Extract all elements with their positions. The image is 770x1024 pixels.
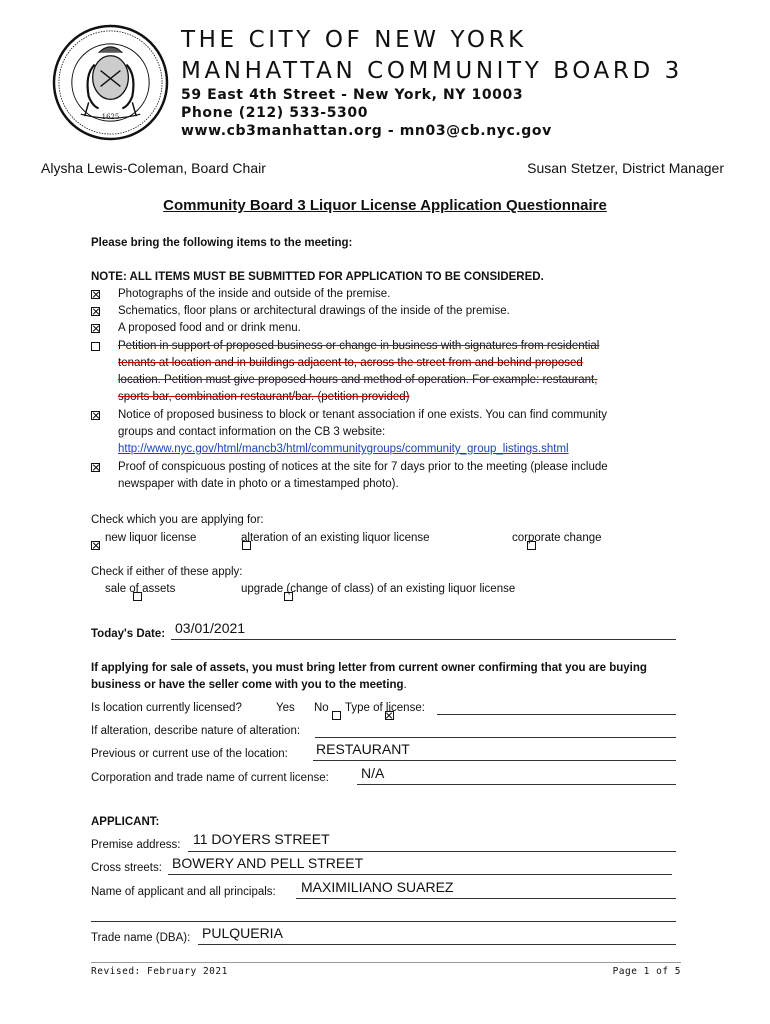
sale-assets-label: sale of assets (105, 583, 176, 595)
item-checkbox[interactable] (91, 290, 100, 299)
item-checkbox[interactable] (91, 307, 100, 316)
header-address: 59 East 4th Street - New York, NY 10003 (181, 87, 524, 103)
license-type-field[interactable] (437, 714, 676, 715)
list-item: Notice of proposed business to block or tenant association if one exists. You can find community (118, 409, 608, 421)
prev-use-label: Previous or current use of the location: (91, 748, 288, 760)
premise-underline (188, 851, 676, 852)
applicant-name-extra-line[interactable] (91, 921, 676, 922)
assets-note-line1: If applying for sale of assets, you must bring letter from current owner confirming that you are buying (91, 662, 647, 674)
assets-note-line2: business or have the seller come with you to the meeting. (91, 679, 407, 691)
premise-field[interactable]: 11 DOYERS STREET (193, 831, 330, 847)
licensed-yes-checkbox[interactable] (332, 711, 341, 720)
list-item: Proof of conspicuous posting of notices at the site for 7 days prior to the meeting (please include (118, 461, 608, 473)
prev-use-underline (313, 760, 676, 761)
licensed-yes-label: Yes (276, 702, 295, 714)
dba-label: Trade name (DBA): (91, 932, 191, 944)
dba-underline (198, 944, 676, 945)
list-item: sports bar, combination restaurant/bar. (petition provided) (118, 391, 410, 403)
applicant-name-label: Name of applicant and all principals: (91, 886, 276, 898)
page-number: Page 1 of 5 (612, 966, 681, 977)
new-license-label: new liquor license (105, 532, 197, 544)
applicant-name-field[interactable]: MAXIMILIANO SUAREZ (301, 879, 454, 895)
document-title: Community Board 3 Liquor License Application Questionnaire (163, 197, 607, 214)
list-item: location. Petition must give proposed hours and method of operation. For example: restaurant, (118, 374, 598, 386)
list-item: A proposed food and or drink menu. (118, 322, 301, 334)
header-web: www.cb3manhattan.org - mn03@cb.nyc.gov (181, 123, 552, 139)
list-item: Photographs of the inside and outside of the premise. (118, 288, 391, 300)
item-checkbox[interactable] (91, 324, 100, 333)
city-seal-logo (51, 23, 170, 142)
item-checkbox[interactable] (91, 411, 100, 420)
header-phone: Phone (212) 533-5300 (181, 105, 369, 121)
list-item: newspaper with date in photo or a timestamped photo). (118, 478, 399, 490)
date-label: Today's Date: (91, 628, 166, 640)
alteration-describe-field[interactable] (315, 737, 676, 738)
upgrade-label: upgrade (change of class) of an existing liquor license (241, 583, 516, 595)
corp-field[interactable]: N/A (361, 765, 385, 781)
applicant-name-underline (296, 898, 676, 899)
header-city: THE CITY OF NEW YORK (181, 27, 527, 53)
licensed-no-label: No (314, 702, 329, 714)
item-checkbox[interactable] (91, 463, 100, 472)
community-groups-link[interactable]: http://www.nyc.gov/html/mancb3/html/communitygroups/community_group_listings.shtml (118, 443, 569, 455)
district-manager: Susan Stetzer, District Manager (527, 160, 724, 176)
either-label: Check if either of these apply: (91, 566, 243, 578)
corp-underline (357, 784, 676, 785)
license-type-label: Type of license: (345, 702, 425, 714)
list-item: Schematics, floor plans or architectural drawings of the inside of the premise. (118, 305, 510, 317)
list-item: Petition in support of proposed business or change in business with signatures from residential (118, 340, 600, 352)
prev-use-field[interactable]: RESTAURANT (316, 741, 410, 757)
applying-label: Check which you are applying for: (91, 514, 264, 526)
list-item: tenants at location and in buildings adjacent to, across the street from and behind proposed (118, 357, 583, 369)
svg-text:1625: 1625 (101, 113, 120, 122)
list-item: groups and contact information on the CB 3 website: (118, 426, 386, 438)
corp-label: Corporation and trade name of current license: (91, 772, 329, 784)
date-underline (171, 639, 676, 640)
revised-date: Revised: February 2021 (91, 966, 228, 977)
footer-divider (91, 962, 681, 963)
cross-field[interactable]: BOWERY AND PELL STREET (172, 855, 364, 871)
board-chair: Alysha Lewis-Coleman, Board Chair (41, 160, 266, 176)
cross-label: Cross streets: (91, 862, 162, 874)
note-text: NOTE: ALL ITEMS MUST BE SUBMITTED FOR APPLICATION TO BE CONSIDERED. (91, 271, 544, 283)
cross-underline (168, 874, 672, 875)
corporate-change-label: corporate change (512, 532, 602, 544)
applicant-heading: APPLICANT: (91, 816, 160, 828)
alteration-label: alteration of an existing liquor license (241, 532, 430, 544)
alteration-describe-label: If alteration, describe nature of alteration: (91, 725, 301, 737)
new-license-checkbox[interactable] (91, 541, 100, 550)
header-board: MANHATTAN COMMUNITY BOARD 3 (181, 58, 683, 84)
date-field[interactable]: 03/01/2021 (175, 620, 246, 636)
intro-text: Please bring the following items to the meeting: (91, 237, 353, 249)
licensed-label: Is location currently licensed? (91, 702, 242, 714)
premise-label: Premise address: (91, 839, 181, 851)
item-checkbox[interactable] (91, 342, 100, 351)
dba-field[interactable]: PULQUERIA (202, 925, 283, 941)
